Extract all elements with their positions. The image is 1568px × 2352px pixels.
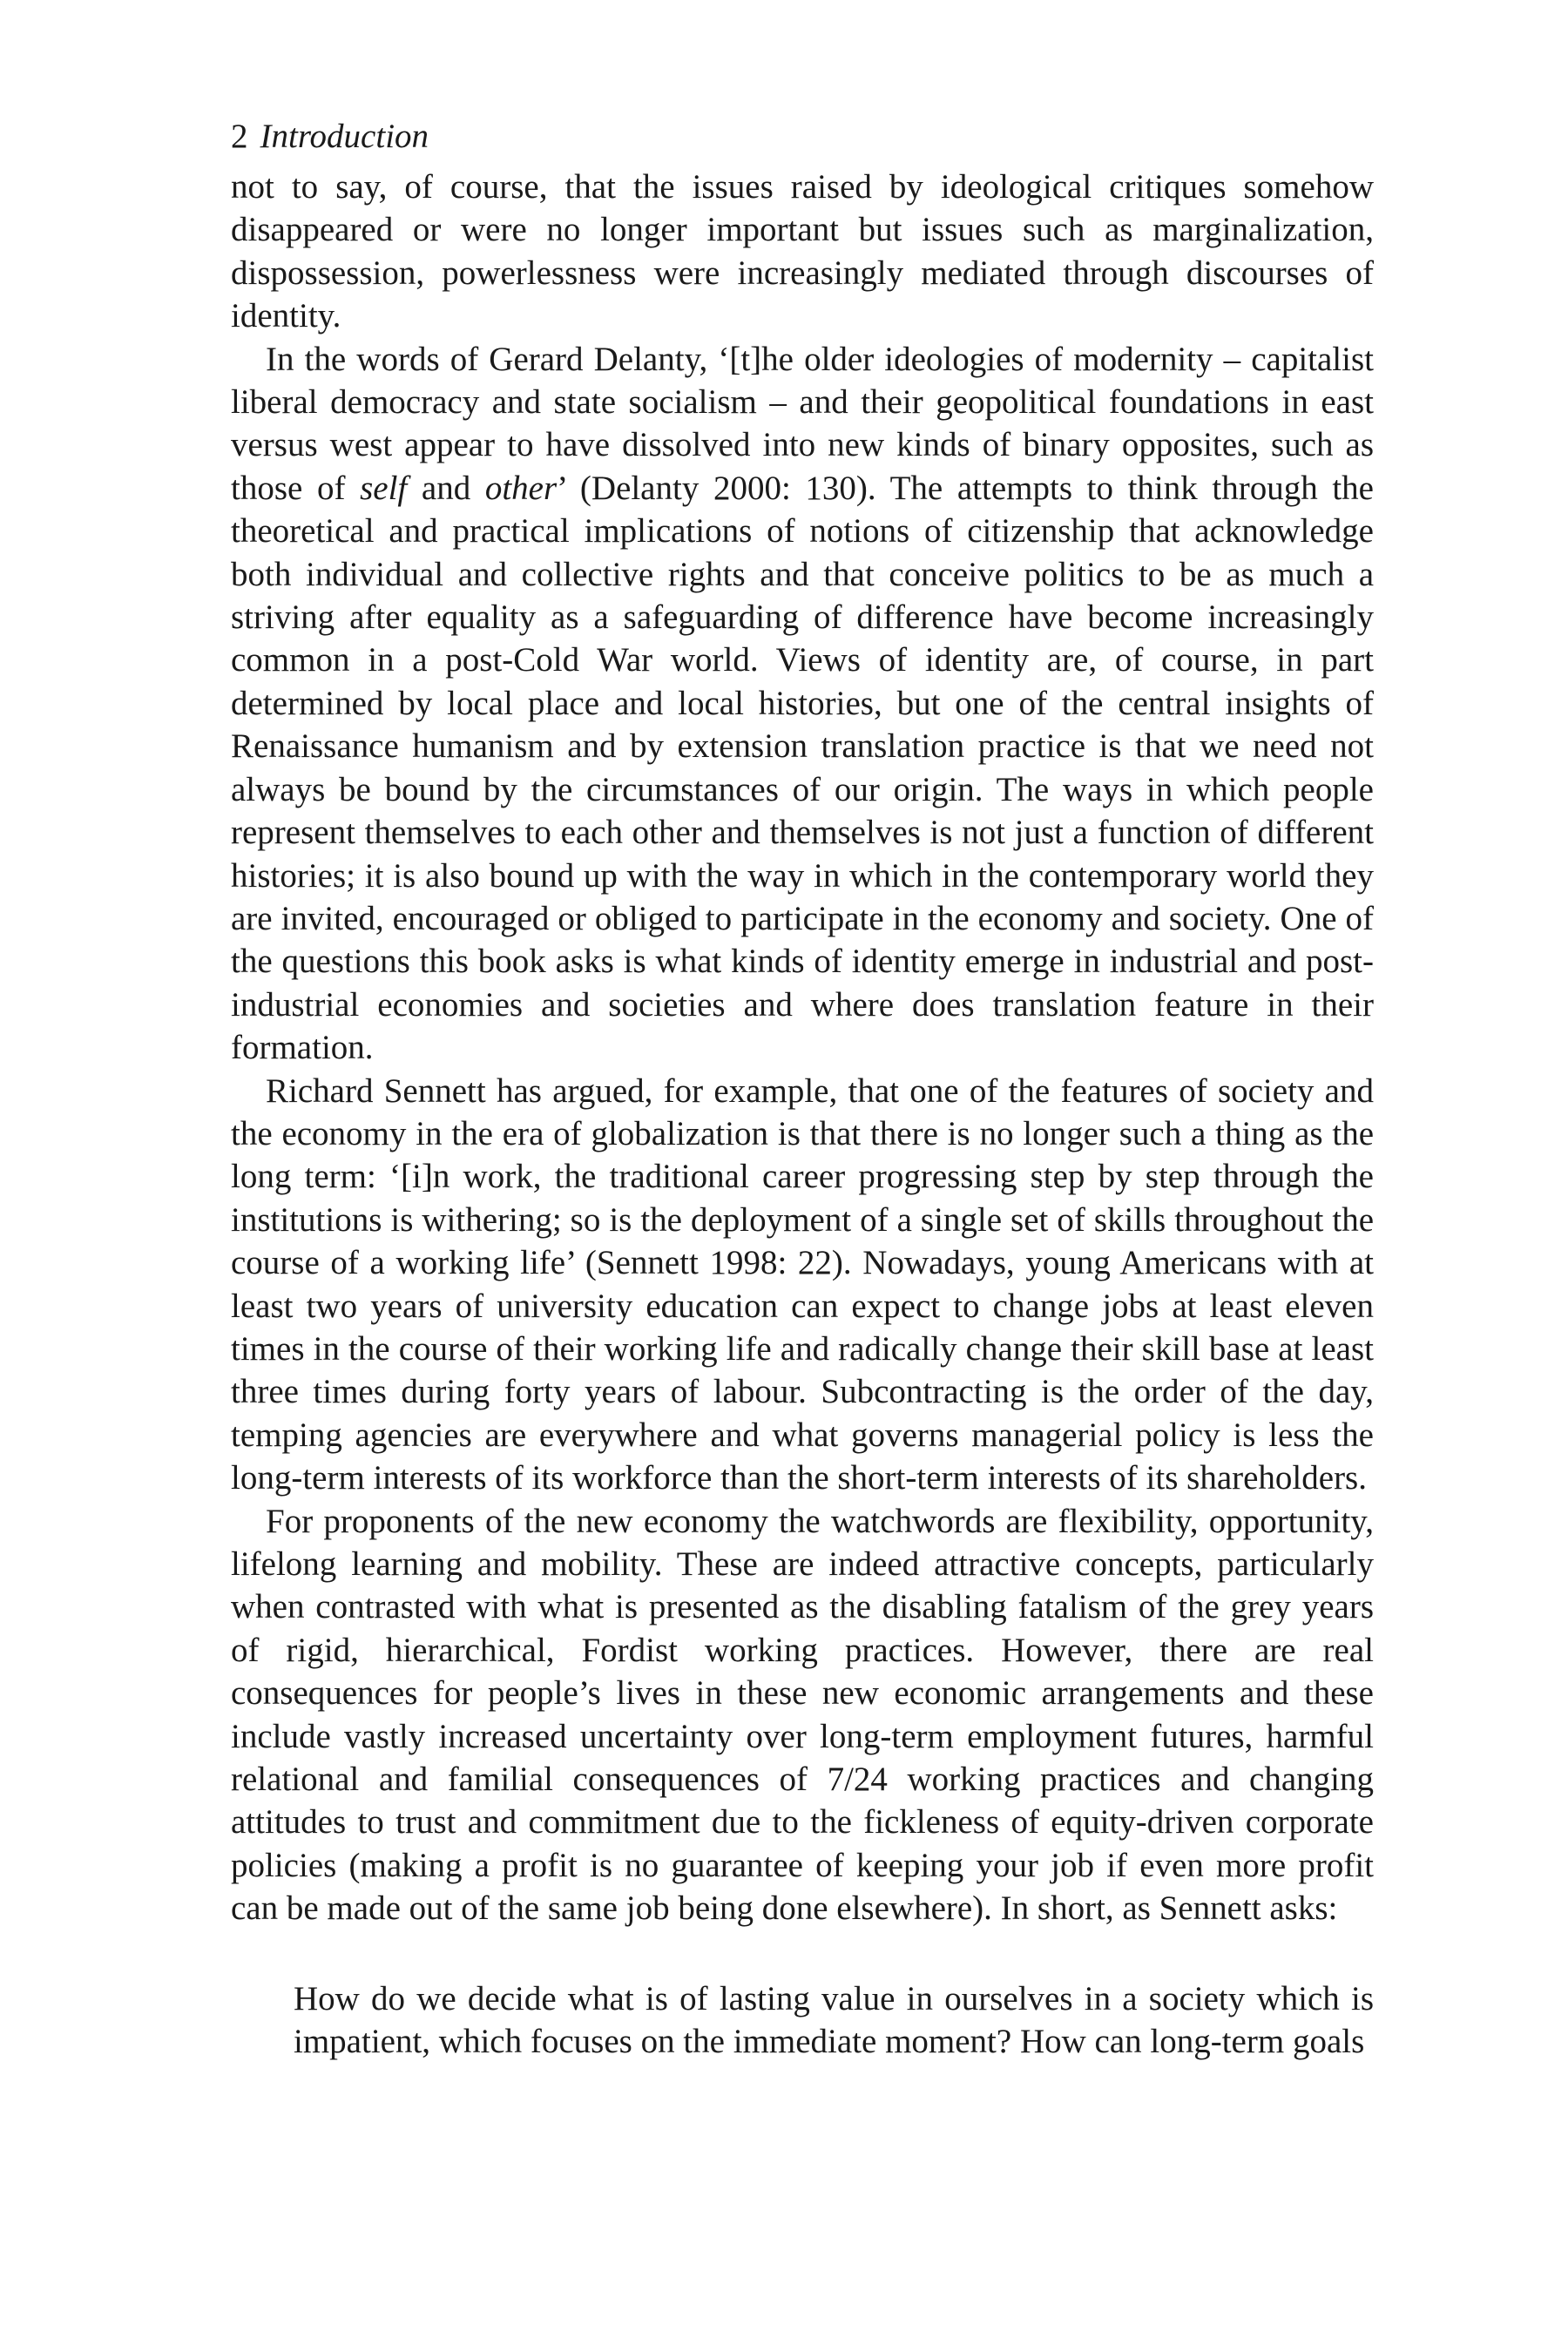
- emphasis-self: self: [360, 469, 408, 507]
- paragraph-4: For proponents of the new economy the watchwords are flexibility, opportunity, lifelong learning and mobility. These are indeed attractive concepts, particularly when contrasted with what is presented as the disabling fatalism of the grey years of rigid, hierarchical, Fordist working practices. However, there are real consequences for people’s lives in these new economic arrangements and these include vastly increased uncertainty over long-term employment futures, harmful relational and familial consequences of 7/24 working practices and changing attitudes to trust and commitment due to the fickleness of equity-driven corporate policies (making a profit is no guarantee of keeping your job if even more profit can be made out of the same job being done elsewhere). In short, as Sennett asks:: [231, 1502, 1374, 1928]
- paragraph-2-part-2: and: [407, 469, 485, 507]
- paragraph-2-part-1: In the words of Gerard Delanty, ‘[t]he older ideologies of modernity – capitalist liberal democracy and state socialism – and their geopolitical foundations in east versus west appear to have dissolved into new kinds of binary opposites, such as those of: [231, 340, 1374, 507]
- paragraph-2: [231, 338, 1374, 1070]
- chapter-title: Introduction: [260, 118, 429, 155]
- page-number: 2: [231, 118, 248, 155]
- running-head: [231, 112, 1374, 162]
- block-quote: [294, 1977, 1374, 2064]
- paragraph-2-part-3: ’ (Delanty 2000: 130). The attempts to think through the theoretical and practical implications of notions of citizenship that acknowledge both individual and collective rights and that conceive politics to be as much a striving after equality as a safeguarding of difference have become increasingly common in a post-Cold War world. Views of identity are, of course, in part determined by local place and local histories, but one of the central insights of Renaissance humanism and by extension translation practice is that we need not always be bound by the circumstances of our origin. The ways in which people represent themselves to each other and themselves is not just a function of different histories; it is also bound up with the way in which in the contemporary world they are invited, encouraged or obliged to participate in the economy and society. One of the questions this book asks is what kinds of identity emerge in industrial and post-industrial economies and societies and where does translation feature in their formation.: [231, 469, 1374, 1067]
- block-quote-text: How do we decide what is of lasting value in ourselves in a society which is impatient, which focuses on the immediate moment? How can long-term goals: [294, 1979, 1374, 2061]
- body-text: [231, 166, 1374, 1930]
- paragraph-1: not to say, of course, that the issues raised by ideological critiques somehow disappeared or were no longer important but issues such as marginalization, dispossession, powerlessness were increasingly mediated through discourses of identity.: [231, 168, 1374, 335]
- book-page: [231, 112, 1374, 2063]
- paragraph-3: Richard Sennett has argued, for example, that one of the features of society and the economy in the era of globalization is that there is no longer such a thing as the long term: ‘[i]n work, the traditional career progressing step by step through the institutions is withering; so is the deployment of a single set of skills throughout the course of a working life’ (Sennett 1998: 22). Nowadays, young Americans with at least two years of university education can expect to change jobs at least eleven times in the course of their working life and radically change their skill base at least three times during forty years of labour. Subcontracting is the order of the day, temping agencies are everywhere and what governs managerial policy is less the long-term interests of its workforce than the short-term interests of its shareholders.: [231, 1071, 1374, 1497]
- emphasis-other: other: [484, 469, 558, 507]
